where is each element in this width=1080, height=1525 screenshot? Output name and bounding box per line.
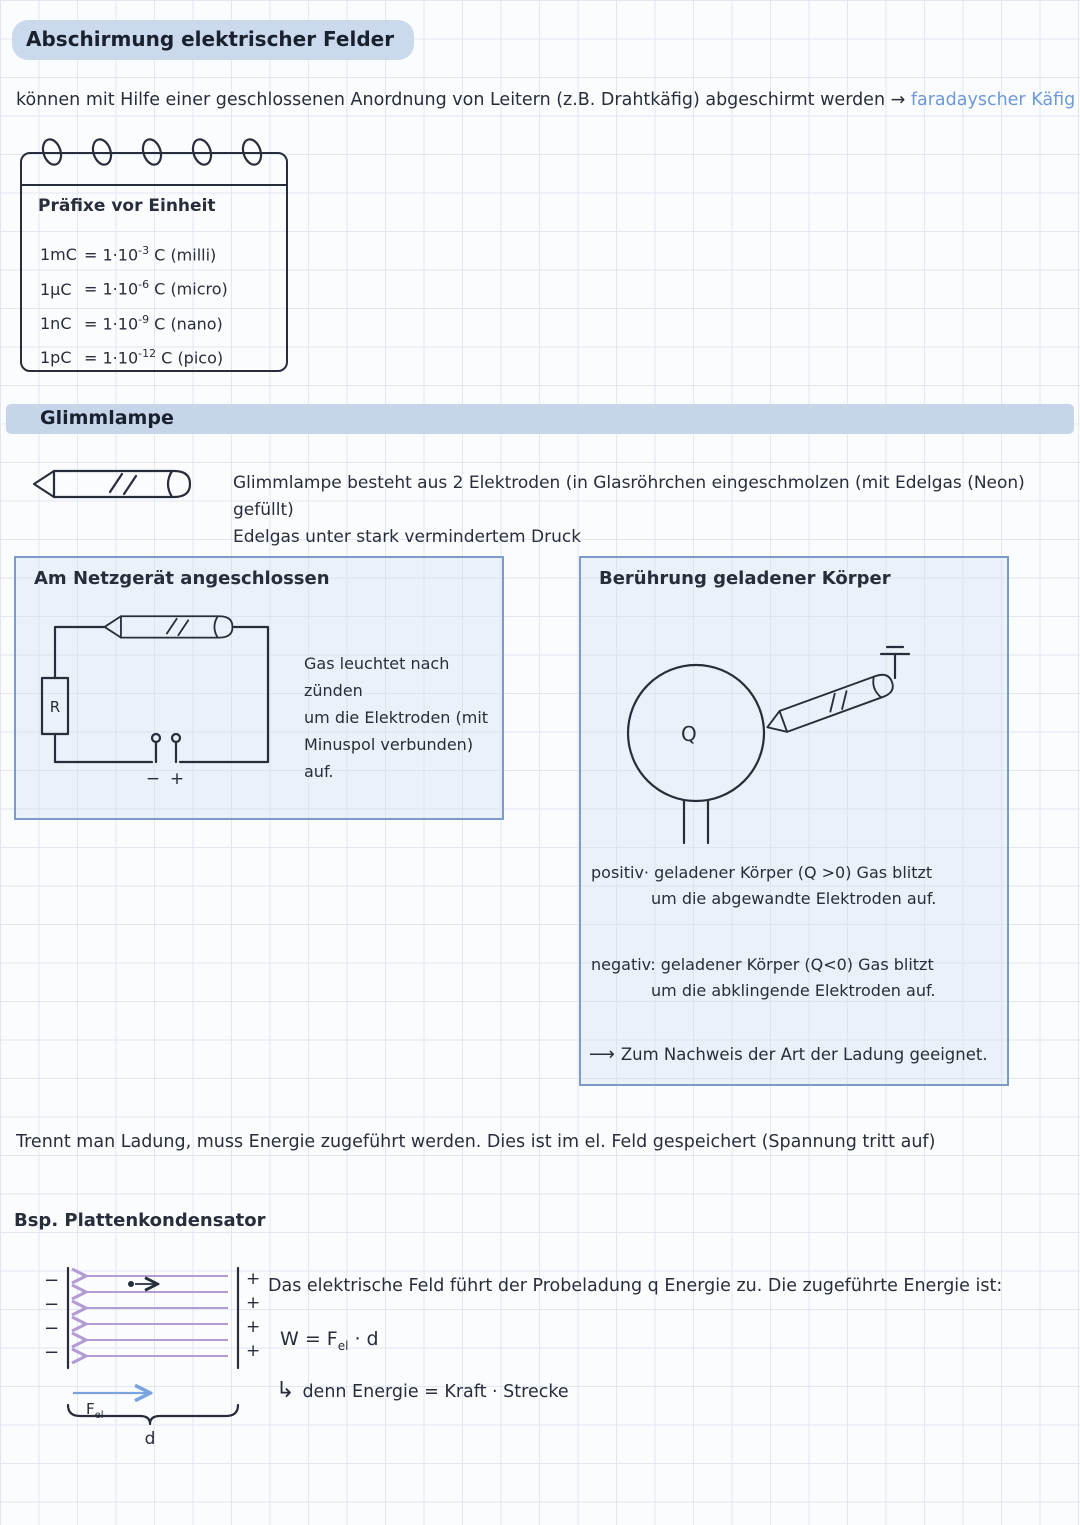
prefix-rows bbox=[40, 236, 228, 373]
minus-sign: − bbox=[44, 1342, 60, 1363]
glow-lamp-description: Glimmlampe besteht aus 2 Elektroden (in Glasröhrchen eingeschmolzen (mit Edelgas (Neon) gefüllt) Edelgas unter stark vermindertem Druck bbox=[233, 473, 1025, 547]
prefix-note-title: Präfixe vor Einheit bbox=[38, 196, 216, 216]
minus-sign: − bbox=[44, 1294, 60, 1315]
notepad-divider bbox=[22, 184, 286, 186]
page-title bbox=[12, 20, 414, 60]
intro-text bbox=[16, 90, 1076, 110]
prefix-row: $1nC = 1\cdot 10^{-9}$ C (nano) bbox=[40, 312, 223, 333]
minus-terminal-label: − bbox=[145, 769, 161, 789]
formula-note: ↳ denn Energie = Kraft · Strecke bbox=[276, 1378, 569, 1403]
prefix-row: $1\mu C = 1\cdot 10^{-6}$ C (micro) bbox=[40, 278, 228, 299]
page-title-text: Abschirmung elektrischer Felder bbox=[26, 27, 395, 51]
minus-sign: − bbox=[44, 1270, 60, 1291]
prefix-row: $1pC = 1\cdot 10^{-12}$ C (pico) bbox=[40, 346, 224, 368]
fel-label: $F_{el}$ bbox=[86, 1400, 104, 1421]
kondensator-description: Das elektrische Feld führt der Probeladung q Energie zu. Die zugeführte Energie ist: bbox=[268, 1276, 1003, 1296]
prefix-row: $1mC = 1\cdot 10^{-3}$ C (milli) bbox=[40, 244, 217, 265]
negative-case-text: negativ: geladener Körper (Q<0) Gas blitzt um die abklingende Elektroden auf. bbox=[591, 955, 936, 1000]
plus-sign: + bbox=[246, 1269, 261, 1289]
minus-sign: − bbox=[44, 1318, 60, 1339]
right-arrow-icon: ⟶ bbox=[589, 1044, 615, 1065]
energy-note: Trennt man Ladung, muss Energie zugeführt werden. Dies ist im el. Feld gespeichert (Spannung tritt auf) bbox=[16, 1132, 936, 1152]
positive-case-text: positiv· geladener Körper (Q >0) Gas blitzt um die abgewandte Elektroden auf. bbox=[591, 863, 937, 908]
beruehrung-box bbox=[579, 556, 1009, 1086]
circuit-description: Gas leuchtet nach zünden um die Elektroden (mit Minuspol verbunden) auf. bbox=[304, 654, 489, 781]
probe-charge-dot bbox=[128, 1281, 134, 1287]
energy-formula: $W = F_{el} \cdot d$ bbox=[280, 1328, 379, 1353]
prefix-notepad bbox=[20, 152, 288, 372]
capacitor-drawing bbox=[28, 1260, 273, 1450]
netzgeraet-box-title: Am Netzgerät angeschlossen bbox=[34, 568, 330, 589]
plus-terminal-label: + bbox=[169, 769, 185, 789]
plus-sign: + bbox=[246, 1317, 261, 1337]
kondensator-title: Bsp. Plattenkondensator bbox=[14, 1210, 266, 1231]
resistor-label: R bbox=[49, 698, 61, 716]
corner-arrow-icon: ↳ bbox=[276, 1378, 295, 1403]
glow-lamp-drawing bbox=[14, 464, 214, 504]
conclusion-text: ⟶ Zum Nachweis der Art der Ladung geeignet. bbox=[589, 1044, 988, 1065]
netzgeraet-box bbox=[14, 556, 504, 820]
section-title: Glimmlampe bbox=[40, 407, 174, 429]
intro-highlight: faradayscher Käfig bbox=[910, 90, 1076, 110]
circuit-drawing bbox=[20, 600, 320, 810]
charge-label: Q bbox=[681, 722, 697, 746]
plus-sign: + bbox=[246, 1293, 261, 1313]
distance-label: d bbox=[144, 1429, 156, 1449]
section-header-glimmlampe bbox=[6, 404, 1074, 434]
beruehrung-box-title: Berührung geladener Körper bbox=[599, 568, 891, 589]
intro-body: können mit Hilfe einer geschlossenen Anordnung von Leitern (z.B. Drahtkäfig) abgeschirmt werden → bbox=[16, 90, 911, 110]
spiral-binding-icon bbox=[22, 136, 290, 178]
plus-sign: + bbox=[246, 1341, 261, 1361]
charged-body-drawing bbox=[581, 598, 1011, 858]
